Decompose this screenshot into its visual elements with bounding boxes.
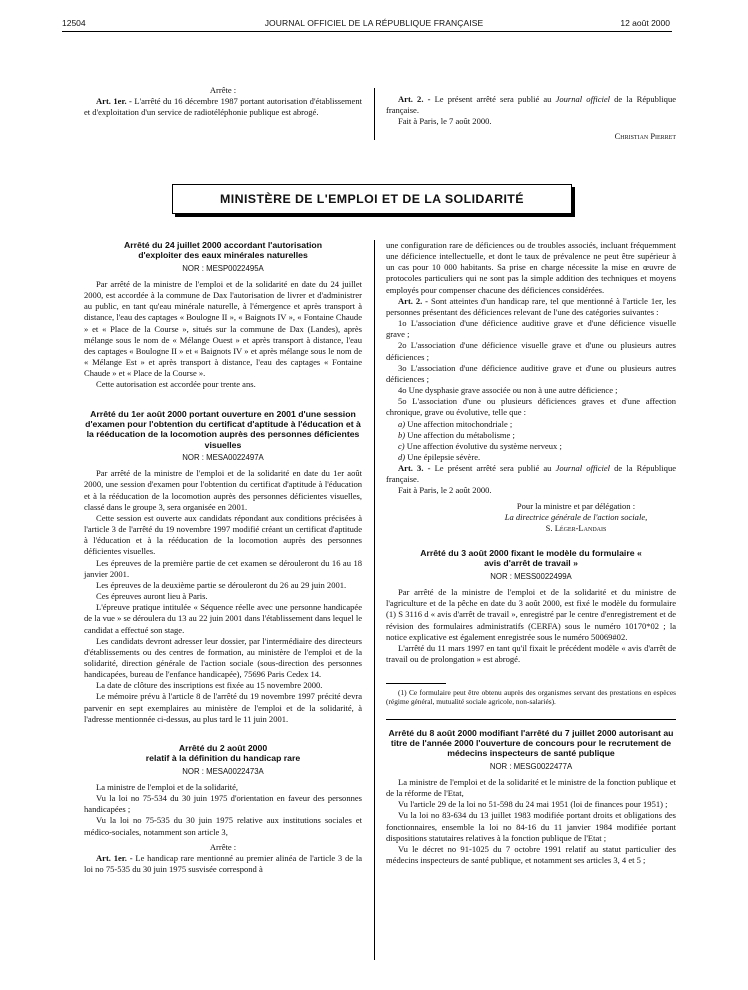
paragraph: Vu la loi no 75-534 du 30 juin 1975 d'orientation en faveur des personnes handicapées ;	[84, 793, 362, 815]
column-divider-top	[374, 88, 375, 140]
paragraph: Ces épreuves auront lieu à Paris.	[96, 591, 208, 602]
paragraph: Cette autorisation est accordée pour trente ans.	[96, 379, 256, 390]
arrete-heading: Arrête :	[209, 841, 237, 852]
paragraph: L'arrêté du 11 mars 1997 en tant qu'il fixait le précédent modèle « avis d'arrêt de travail ou de prolongation » est abrogé.	[386, 642, 676, 664]
top-right-block	[386, 94, 676, 143]
footnote-rule	[386, 683, 446, 684]
article-subtitle: relatif à la définition du handicap rare	[145, 753, 301, 764]
article-paragraph: Art. 1er. - L'arrêté du 16 décembre 1987 portant autorisation d'établissement et d'exploitation d'un service de radiotéléphonie publique est abrogé.	[84, 96, 362, 118]
article-title: Arrêté du 24 juillet 2000 accordant l'autorisation d'exploiter des eaux minérales naturelles	[123, 240, 323, 261]
article-title: Arrêté du 8 août 2000 modifiant l'arrêté du 7 juillet 2000 autorisant au titre de l'année 2000 l'ouverture de concours pour le recrutement de médecins inspecteurs de santé publique	[388, 727, 674, 759]
article-title: Arrêté du 3 août 2000 fixant le modèle du formulaire « avis d'arrêt de travail »	[420, 548, 642, 569]
paragraph: Vu le décret no 91-1025 du 7 octobre 1991 relatif au statut particulier des médecins inspecteurs de santé publique, et notamment ses articles 3, 4 et 5 ;	[386, 843, 676, 865]
paragraph: Vu la loi no 75-535 du 30 juin 1975 relative aux institutions sociales et médico-sociales, notamment son article 3,	[84, 815, 362, 837]
nor-reference: NOR : MESA0022497A	[182, 453, 264, 463]
list-item: 1o L'association d'une déficience auditive grave et d'une déficience visuelle grave ;	[386, 318, 676, 340]
section-rule	[386, 719, 676, 720]
nor-reference: NOR : MESS0022499A	[490, 571, 572, 581]
article-paragraph: Art. 1er. - Le handicap rare mentionné au premier alinéa de l'article 3 de la loi no 75-535 du 30 juin 1975 susvisée correspond à	[84, 852, 362, 874]
list-item: 3o L'association d'une déficience auditive grave et d'une ou plusieurs autres déficiences ;	[386, 362, 676, 384]
nor-reference: NOR : MESG0022477A	[489, 761, 573, 771]
signature-block	[386, 501, 676, 534]
paragraph: une configuration rare de déficiences ou de troubles associés, incluant fréquemment une déficience intellectuelle, et dont le taux de prévalence ne peut être supérieur à un cas pour 10 000 habitants. Sa prise en charge nécessite la mise en œuvre de protocoles particuliers qui ne sont pas la simple addition des techniques et moyens employés pour compenser chacune des déficiences considérées.	[386, 240, 676, 295]
article-title: Arrêté du 2 août 2000	[178, 742, 268, 753]
list-item: 4o Une dysphasie grave associée ou non à une autre déficience ;	[398, 385, 618, 396]
list-item: 5o L'association d'une ou plusieurs déficiences graves et d'une affection chronique, grave ou évolutive, telle que :	[386, 396, 676, 418]
signature-line: La directrice générale de l'action sociale,	[504, 511, 648, 522]
list-item: d) Une épilepsie sévère.	[398, 451, 481, 462]
arrete-heading: Arrête :	[209, 85, 237, 95]
article-title: Arrêté du 1er août 2000 portant ouverture en 2001 d'une session d'examen pour l'obtention du certificat d'aptitude à l'éducation et à la rééducation de la locomotion auprès des personnes déficientes visuelles	[85, 408, 361, 450]
header-rule	[62, 31, 672, 32]
signature-name: S. Léger-Landais	[545, 522, 607, 533]
page-header	[0, 0, 748, 40]
signature: Christian Pierret	[614, 132, 676, 142]
paragraph: Vu l'article 29 de la loi no 51-598 du 24 mai 1951 (loi de finances pour 1951) ;	[398, 799, 668, 810]
ministry-title: MINISTÈRE DE L'EMPLOI ET DE LA SOLIDARITÉ	[220, 192, 524, 206]
journal-title: JOURNAL OFFICIEL DE LA RÉPUBLIQUE FRANÇAISE	[264, 18, 484, 28]
issue-date: 12 août 2000	[620, 18, 670, 28]
paragraph: Par arrêté de la ministre de l'emploi et de la solidarité en date du 24 juillet 2000, est accordée à la commune de Dax l'autorisation de livrer et d'administrer au public, en tant qu'eau minérale naturelle, à l'émergence et après transport à distance, l'eau des captages « Boulogne II », « Baignots IV », « Fontaine Chaude » et « Place de la Course », situés sur la commune de Dax (Landes), après mélange sous le nom de « Mélange Ouest » et après transport à distance, l'eau des captages « Boulogne II » et « Baignots IV » et après mélange sous le nom de « Mélange Est » et après transport à distance, l'eau des captages « Fontaine Chaude » et « Place de la Course ».	[84, 278, 362, 379]
paragraph: Par arrêté de la ministre de l'emploi et de la solidarité en date du 1er août 2000, une session d'examen pour l'obtention du certificat d'aptitude à l'éducation et à la rééducation de la locomotion auprès des personnes déficientes visuelles, classé dans le groupe 3, sera organisée en 2001.	[84, 468, 362, 512]
list-item: c) Une affection évolutive du système nerveux ;	[398, 440, 562, 451]
nor-reference: NOR : MESP0022495A	[182, 263, 264, 273]
paragraph: Cette session est ouverte aux candidats répondant aux conditions précisées à l'article 3 de l'arrêté du 19 novembre 1997 modifié créant un certificat d'aptitude à l'éducation et à la rééducation de la locomotion auprès des personnes déficientes visuelles.	[84, 512, 362, 557]
fait-line: Fait à Paris, le 7 août 2000.	[398, 116, 492, 127]
paragraph: Le mémoire prévu à l'article 8 de l'arrêté du 19 novembre 1997 précité devra parvenir en sept exemplaires au ministère de l'emploi et de la solidarité, à l'adresse mentionnée ci-dessus, au plus tard le 11 juin 2001.	[84, 691, 362, 724]
paragraph: La ministre de l'emploi et de la solidarité,	[96, 781, 239, 792]
list-item: a) Une affection mitochondriale ;	[398, 418, 513, 429]
left-column	[84, 240, 362, 875]
nor-reference: NOR : MESA0022473A	[182, 766, 264, 776]
paragraph: L'épreuve pratique intitulée « Séquence réelle avec une personne handicapée de la vue » se déroulera du 13 au 22 juin 2001 dans l'établissement dans lequel le candidat a effectué son stage.	[84, 602, 362, 635]
paragraph: Les épreuves de la première partie de cet examen se dérouleront du 16 au 18 janvier 2001.	[84, 557, 362, 579]
article-paragraph: Art. 2. - Le présent arrêté sera publié au Journal officiel de la République française.	[386, 94, 677, 116]
paragraph: Par arrêté de la ministre de l'emploi et de la solidarité et du ministre de l'agriculture et de la pêche en date du 3 août 2000, est fixé le modèle du formulaire (1) S 3116 d « avis d'arrêt de travail », enregistré par le centre d'enregistrement et de révision des formulaires administratifs (CERFA) sous le numéro 10170*02 ; la notice explicative est également enregistrée sous le numéro 50069#02.	[386, 587, 676, 642]
fait-line: Fait à Paris, le 2 août 2000.	[398, 485, 492, 496]
signature-line: Pour la ministre et par délégation :	[516, 500, 636, 511]
page-number: 12504	[62, 18, 86, 28]
list-item: b) Une affection du métabolisme ;	[398, 429, 515, 440]
footnote: (1) Ce formulaire peut être obtenu auprès des organismes servant des prestations en espèces (régime général, mutualité sociale agricole, non-salariés).	[386, 688, 676, 707]
paragraph: Vu la loi no 83-634 du 13 juillet 1983 modifiée portant droits et obligations des fonctionnaires, ensemble la loi no 84-16 du 11 janvier 1984 modifiée portant dispositions statutaires relatives à la fonction publique de l'Etat ;	[386, 810, 676, 843]
top-left-block	[84, 85, 362, 118]
paragraph: La date de clôture des inscriptions est fixée au 15 novembre 2000.	[96, 680, 323, 691]
article-paragraph: Art. 3. - Le présent arrêté sera publié au Journal officiel de la République française.	[386, 463, 677, 485]
article-paragraph: Art. 2. - Sont atteintes d'un handicap rare, tel que mentionné à l'article 1er, les personnes présentant des déficiences relevant de l'une des catégories suivantes :	[386, 295, 676, 317]
paragraph: La ministre de l'emploi et de la solidarité et le ministre de la fonction publique et de la réforme de l'Etat,	[386, 776, 676, 799]
ministry-banner	[172, 184, 572, 214]
paragraph: Les candidats devront adresser leur dossier, par l'intermédiaire des directeurs d'établissements ou des centres de formation, au ministère de l'emploi et de la solidarité, direction générale de l'action sociale (sous-direction des personnes handicapées, bureau de l'enfance handicapée), 75696 Paris Cedex 14.	[84, 635, 362, 680]
list-item: 2o L'association d'une déficience visuelle grave et d'une ou plusieurs autres déficiences ;	[386, 340, 676, 362]
column-divider	[374, 240, 375, 960]
right-column	[386, 240, 676, 866]
paragraph: Les épreuves de la deuxième partie se dérouleront du 26 au 29 juin 2001.	[96, 579, 347, 590]
